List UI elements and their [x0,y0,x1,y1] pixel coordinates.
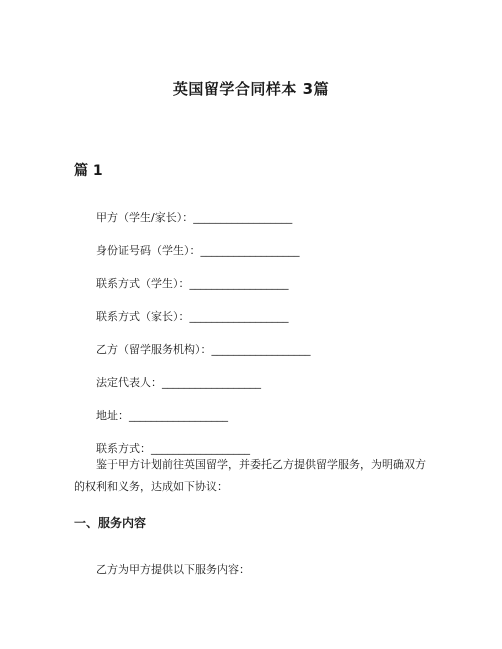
address-field: 地址：__________________ [96,409,228,422]
legal-rep-field: 法定代表人：__________________ [96,376,261,389]
student-contact-field: 联系方式（学生）：__________________ [96,277,289,290]
parent-contact-field: 联系方式（家长）：__________________ [96,310,289,323]
section-heading: 篇 1 [74,163,103,179]
preamble-paragraph: 鉴于甲方计划前往英国留学，并委托乙方提供留学服务，为明确双方的权利和义务，达成如下协议： [74,458,426,493]
document-title: 英国留学合同样本 3篇 [172,80,330,98]
contact-field: 联系方式：__________________ [96,442,250,455]
service-intro-text: 乙方为甲方提供以下服务内容： [96,563,250,576]
party-a-field: 甲方（学生/家长）：__________________ [96,211,293,224]
party-b-field: 乙方（留学服务机构）：__________________ [96,343,311,356]
service-content-heading: 一、服务内容 [74,516,147,530]
student-id-field: 身份证号码（学生）：__________________ [96,244,300,257]
